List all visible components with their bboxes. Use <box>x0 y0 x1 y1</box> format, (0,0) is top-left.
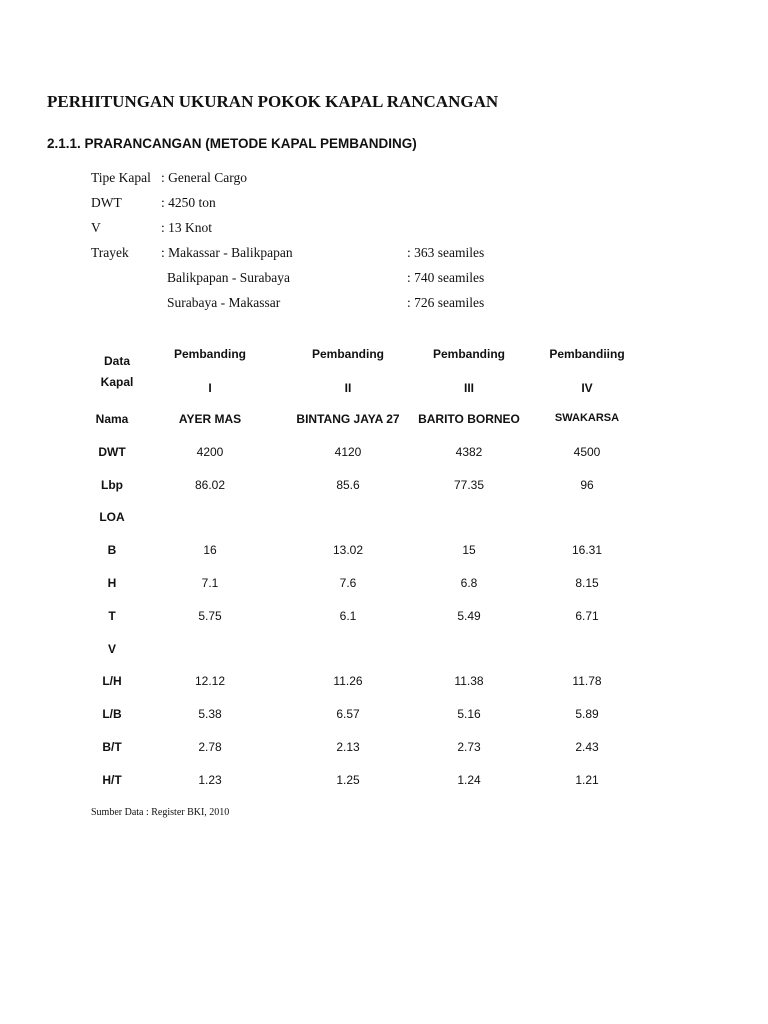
route-name: : Makassar - Balikpapan <box>161 245 293 260</box>
table-cell: 2.78 <box>198 740 222 754</box>
table-cell: BINTANG JAYA 27 <box>296 412 400 426</box>
table-cell: 5.38 <box>198 707 222 722</box>
info-label: Trayek <box>91 245 129 260</box>
table-cell: 1.24 <box>457 772 481 787</box>
table-cell: 6.1 <box>339 608 357 623</box>
row-label: LOA <box>99 510 125 525</box>
table-cell: 6.8 <box>460 576 478 590</box>
route-name: Surabaya - Makassar <box>167 295 281 310</box>
row-label: L/H <box>102 674 122 689</box>
table-cell: 1.23 <box>198 772 222 787</box>
info-label: Tipe Kapal <box>91 170 151 185</box>
table-cell: 6.57 <box>336 707 360 722</box>
row-label: V <box>107 641 117 656</box>
row-label: H/T <box>102 772 122 787</box>
route-distance: : 740 seamiles <box>407 270 485 285</box>
column-header: Pembanding <box>311 347 385 361</box>
table-cell: 4200 <box>196 444 224 459</box>
info-label: DWT <box>91 195 122 210</box>
row-label: T <box>108 608 116 623</box>
column-numeral: I <box>208 381 212 395</box>
row-label: DWT <box>98 444 126 459</box>
column-header: Pembanding <box>173 347 247 361</box>
column-header: Pembandiing <box>549 347 625 361</box>
table-cell: 2.13 <box>336 740 360 754</box>
row-label: B/T <box>102 740 122 754</box>
table-cell: 5.89 <box>575 707 599 722</box>
table-cell: 4500 <box>573 444 601 459</box>
table-cell: 2.73 <box>457 740 481 754</box>
table-cell: 5.49 <box>457 608 481 623</box>
table-cell: 11.26 <box>333 674 363 689</box>
table-cell: 1.25 <box>336 772 360 787</box>
table-cell: 2.43 <box>575 740 599 754</box>
table-cell: 16 <box>203 543 217 558</box>
route-distance: : 726 seamiles <box>407 295 485 310</box>
table-cell: 85.6 <box>336 477 360 492</box>
info-value: : General Cargo <box>161 170 247 185</box>
table-cell: 5.75 <box>198 608 222 623</box>
table-cell: 4382 <box>455 444 483 459</box>
source-note: Sumber Data : Register BKI, 2010 <box>91 807 230 818</box>
table-cell: 6.71 <box>575 608 599 623</box>
table-cell: 77.35 <box>453 477 485 492</box>
table-cell: 8.15 <box>575 576 599 590</box>
row-label: L/B <box>102 707 122 722</box>
table-cell: 12.12 <box>194 674 226 689</box>
table-cell: AYER MAS <box>178 412 242 426</box>
table-cell: 11.38 <box>454 674 484 689</box>
section-heading: 2.1.1. PRARANCANGAN (METODE KAPAL PEMBANDING) <box>47 136 417 151</box>
table-cell: 86.02 <box>194 477 226 492</box>
column-numeral: IV <box>581 381 593 395</box>
row-label: Nama <box>95 412 129 426</box>
table-cell: 15 <box>462 543 476 558</box>
table-header-kapal: Kapal <box>100 375 134 389</box>
row-label: Lbp <box>101 477 123 492</box>
row-label: H <box>107 576 117 590</box>
info-value: : 13 Knot <box>161 220 213 235</box>
table-cell: 16.31 <box>571 543 603 558</box>
info-label: V <box>91 220 101 235</box>
page-title: PERHITUNGAN UKURAN POKOK KAPAL RANCANGAN <box>47 92 499 111</box>
table-cell: 11.78 <box>572 674 602 689</box>
table-cell: 13.02 <box>332 543 364 558</box>
table-cell: 7.1 <box>201 576 219 590</box>
table-cell: 7.6 <box>339 576 357 590</box>
table-cell: 4120 <box>334 444 362 459</box>
column-header: Pembanding <box>432 347 506 361</box>
table-header-data: Data <box>103 354 131 368</box>
row-label: B <box>107 543 117 558</box>
column-numeral: II <box>344 381 352 395</box>
route-distance: : 363 seamiles <box>407 245 485 260</box>
table-cell: SWAKARSA <box>554 412 620 424</box>
column-numeral: III <box>463 381 475 395</box>
table-cell: 1.21 <box>575 772 599 787</box>
route-name: Balikpapan - Surabaya <box>167 270 290 285</box>
table-cell: BARITO BORNEO <box>418 412 520 426</box>
table-cell: 5.16 <box>457 707 481 722</box>
info-value: : 4250 ton <box>161 195 216 210</box>
table-cell: 96 <box>580 477 594 492</box>
